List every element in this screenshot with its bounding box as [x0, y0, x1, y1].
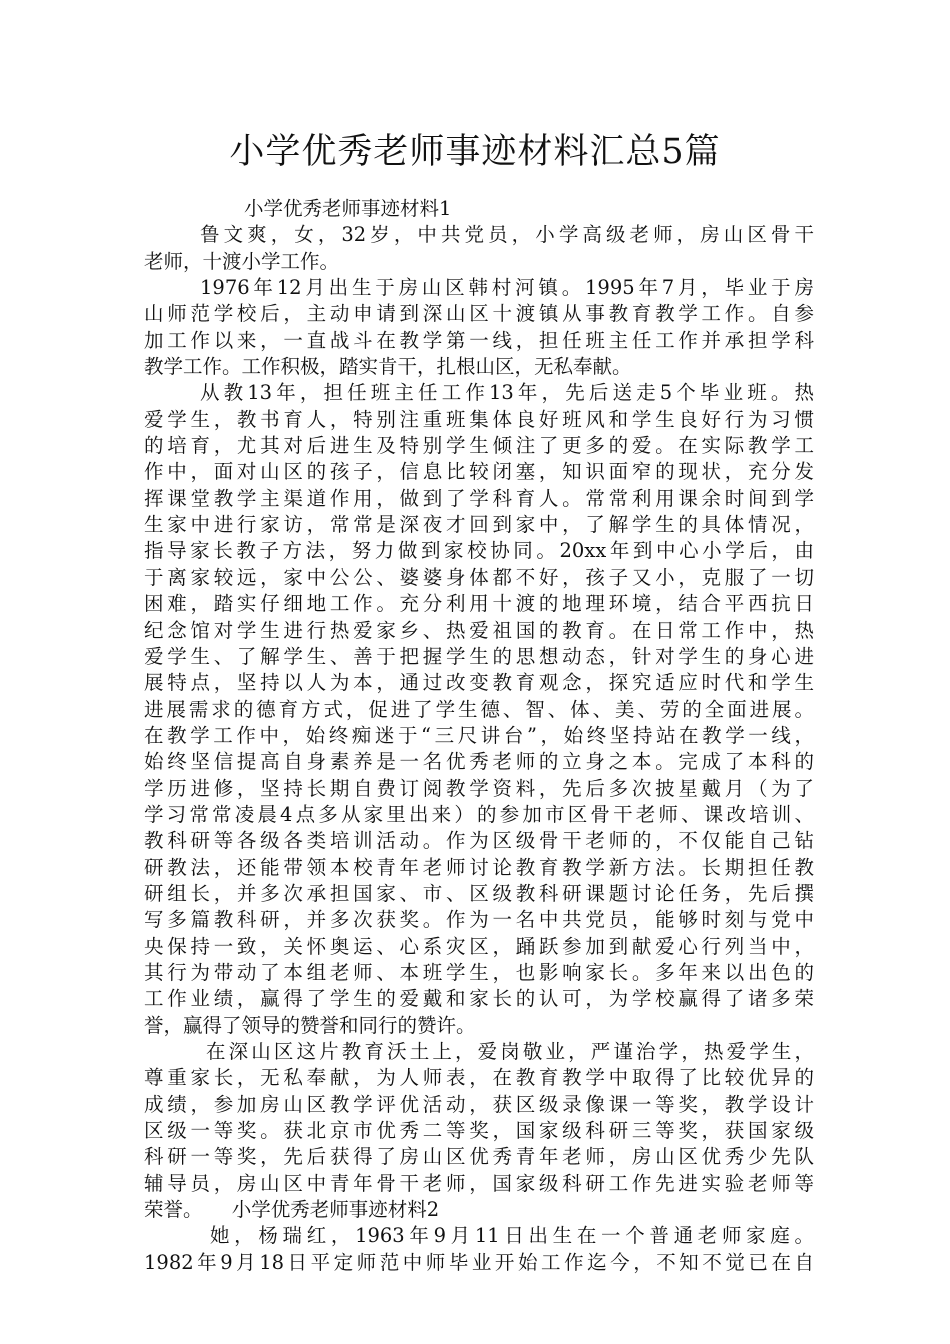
- paragraph-line: 指导家长教子方法，努力做到家校协同。20xx年到中心小学后，由: [144, 539, 814, 563]
- paragraph-line: 央保持一致，关怀奥运、心系灾区，踊跃参加到献爱心行列当中，: [144, 934, 814, 958]
- paragraph-line: 辅导员，房山区中青年骨干老师，国家级科研工作先进实验老师等: [144, 1171, 814, 1195]
- paragraph-line: 加工作以来，一直战斗在教学第一线，担任班主任工作并承担学科: [144, 328, 814, 352]
- paragraph-line: 于离家较远，家中公公、婆婆身体都不好，孩子又小，克服了一切: [144, 565, 814, 589]
- paragraph-line: 科研一等奖，先后获得了房山区优秀青年老师，房山区优秀少先队: [144, 1145, 814, 1169]
- document-body: [144, 196, 814, 1276]
- paragraph-line: 学历进修，坚持长期自费订阅教学资料，先后多次披星戴月（为了: [144, 776, 814, 800]
- paragraph-line: 在教学工作中，始终痴迷于“三尺讲台”，始终坚持站在教学一线，: [144, 723, 814, 747]
- paragraph-line: 工作业绩，赢得了学生的爱戴和家长的认可，为学校赢得了诸多荣: [144, 987, 814, 1011]
- paragraph-line: 作中，面对山区的孩子，信息比较闭塞，知识面窄的现状，充分发: [144, 460, 814, 484]
- paragraph-line: 困难，踏实仔细地工作。充分利用十渡的地理环境，结合平西抗日: [144, 592, 814, 616]
- paragraph-line: 爱学生、了解学生、善于把握学生的思想动态，针对学生的身心进: [144, 644, 814, 668]
- paragraph-line: 山师范学校后，主动申请到深山区十渡镇从事教育教学工作。自参: [144, 302, 814, 326]
- paragraph-line: 挥课堂教学主渠道作用，做到了学科育人。常常利用课余时间到学: [144, 486, 814, 510]
- paragraph-line: 始终坚信提高自身素养是一名优秀老师的立身之本。完成了本科的: [144, 750, 814, 774]
- paragraph-line: 从教13年，担任班主任工作13年，先后送走5个毕业班。热: [200, 381, 814, 405]
- paragraph-line: 生家中进行家访，常常是深夜才回到家中，了解学生的具体情况，: [144, 513, 814, 537]
- paragraph-line: 1976年12月出生于房山区韩村河镇。1995年7月，毕业于房: [200, 276, 814, 300]
- paragraph-line: 教科研等各级各类培训活动。作为区级骨干老师的，不仅能自己钻: [144, 829, 814, 853]
- paragraph-line: 学习常常凌晨4点多从家里出来）的参加市区骨干老师、课改培训、: [144, 802, 814, 826]
- paragraph-line: 誉，赢得了领导的赞誉和同行的赞许。: [144, 1013, 476, 1037]
- paragraph-line: 区级一等奖。获北京市优秀二等奖，国家级科研三等奖，获国家级: [144, 1119, 814, 1143]
- paragraph-line: 在深山区这片教育沃土上，爱岗敬业，严谨治学，热爱学生，: [206, 1040, 814, 1063]
- paragraph-line: 成绩，参加房山区教学评优活动，获区级录像课一等奖，教学设计: [144, 1092, 814, 1116]
- paragraph-line: 教学工作。工作积极，踏实肯干，扎根山区，无私奉献。: [144, 355, 632, 379]
- document-title: 小学优秀老师事迹材料汇总5篇: [229, 132, 721, 172]
- paragraph-line: 进展需求的德育方式，促进了学生德、智、体、美、劳的全面进展。: [144, 697, 814, 721]
- paragraph-line: 纪念馆对学生进行热爱家乡、热爱祖国的教育。在日常工作中，热: [144, 618, 814, 642]
- paragraph-line: 尊重家长，无私奉献，为人师表，在教育教学中取得了比较优异的: [144, 1066, 814, 1090]
- paragraph-line: 鲁文爽，女，32岁，中共党员，小学高级老师，房山区骨干: [200, 223, 814, 247]
- paragraph-line: 荣誉。 小学优秀老师事迹材料2: [144, 1198, 440, 1222]
- paragraph-line: 爱学生，教书育人，特别注重班集体良好班风和学生良好行为习惯: [144, 407, 814, 431]
- section-heading: 小学优秀老师事迹材料1: [244, 197, 452, 220]
- paragraph-line: 写多篇教科研，并多次获奖。作为一名中共党员，能够时刻与党中: [144, 908, 814, 932]
- paragraph-line: 研组长，并多次承担国家、市、区级教科研课题讨论任务，先后撰: [144, 881, 814, 905]
- paragraph-line: 研教法，还能带领本校青年老师讨论教育教学新方法。长期担任教: [144, 855, 814, 879]
- paragraph-line: 老师，十渡小学工作。: [144, 249, 340, 273]
- paragraph-line: 其行为带动了本组老师、本班学生，也影响家长。多年来以出色的: [144, 960, 814, 984]
- paragraph-line: 1982年9月18日平定师范中师毕业开始工作迄今，不知不觉已在自: [144, 1250, 814, 1274]
- paragraph-line: 她，杨瑞红，1963年9月11日出生在一个普通老师家庭。: [210, 1224, 814, 1248]
- paragraph-line: 展特点，坚持以人为本，通过改变教育观念，探究适应时代和学生: [144, 671, 814, 695]
- paragraph-line: 的培育，尤其对后进生及特别学生倾注了更多的爱。在实际教学工: [144, 434, 814, 458]
